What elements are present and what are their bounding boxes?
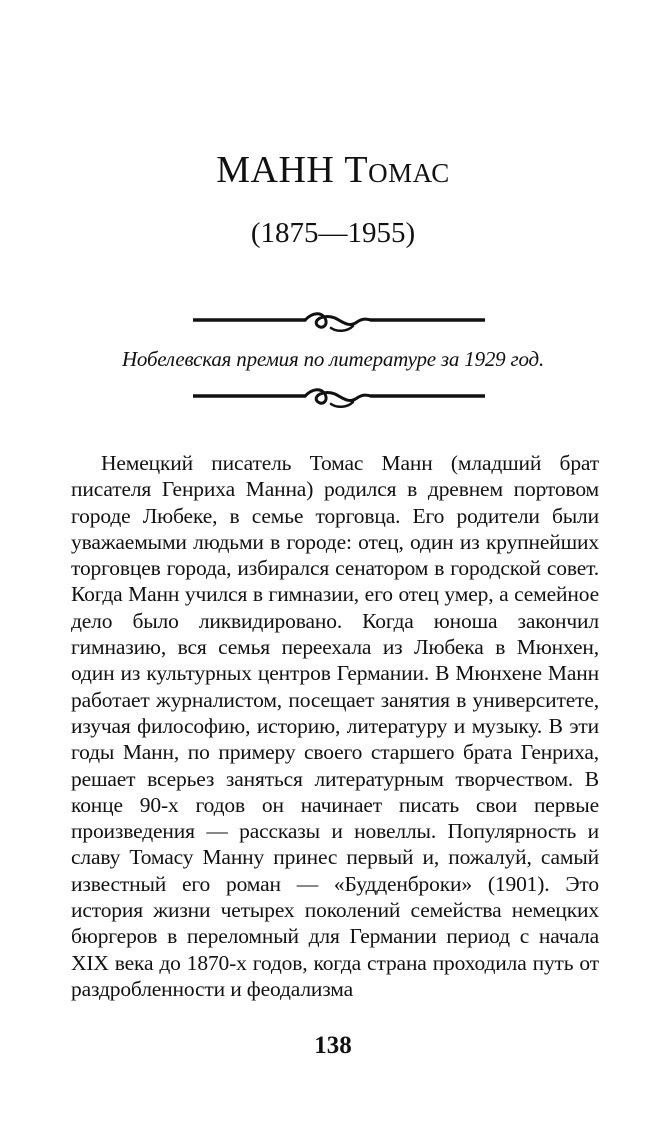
biography-paragraph: Немецкий писатель Томас Манн (младший брат писателя Генриха Манна) родился в древнем портовом городе Любеке, в семье торговца. Его родители были уважаемыми людьми в городе: отец, один из крупнейших торговцев города, избирался сенатором в городской совет. Когда Манн учился в гимназии, его отец умер, а семейное дело было ликвидировано. Когда юноша закончил гимназию, вся семья переехала из Любека в Мюнхен, один из культурных центров Германии. В Мюнхене Манн работает журналистом, посещает занятия в университете, изучая философию, историю, литературу и музыку. В эти годы Манн, по примеру своего старшего брата Генриха, решает всерьез заняться литературным творчеством. В конце 90-х годов он начинает писать свои первые произведения — рассказы и новеллы. Популярность и славу Томасу Манну принес первый и, пожалуй, самый известный его роман — «Будденброки» (1901). Это история жизни четырех поколений семейства немецких бюргеров в переломный для Германии период с начала XIX века до 1870-х годов, когда страна проходила путь от раздробленности и феодализма [71, 451, 599, 1001]
ornament-divider-top [193, 306, 485, 336]
author-given-name: Томас [344, 149, 450, 191]
chapter-title [0, 148, 666, 192]
flourish-icon [193, 390, 485, 407]
author-life-years: (1875—1955) [250, 217, 416, 249]
page-number: 138 [314, 1032, 352, 1059]
flourish-icon [193, 314, 485, 331]
author-surname: МАНН [216, 149, 335, 191]
ornament-divider-bottom [193, 382, 485, 412]
nobel-prize-caption: Нобелевская премия по литературе за 1929 год. [121, 347, 545, 371]
